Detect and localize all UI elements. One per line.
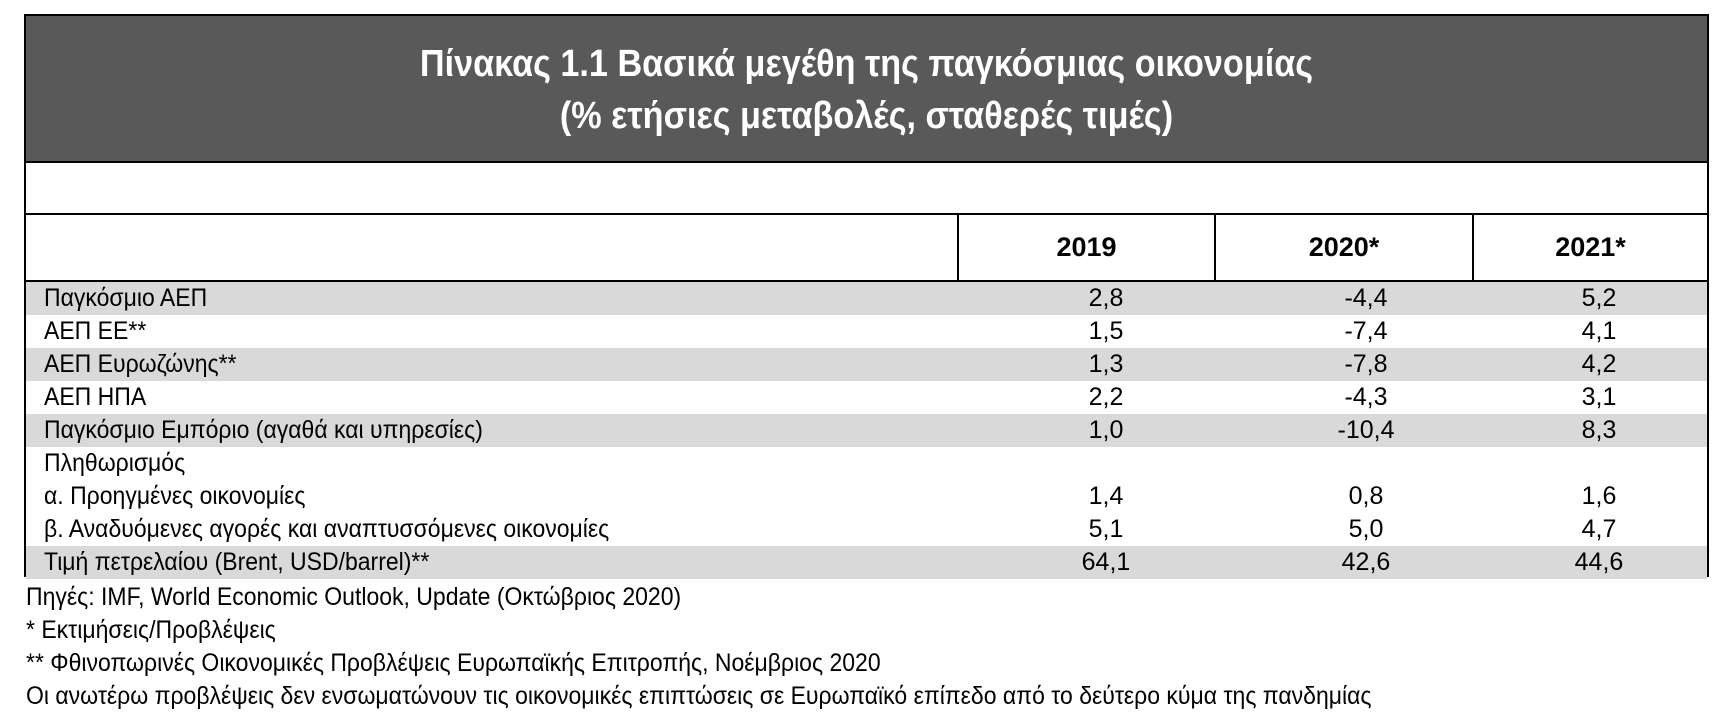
cell-2021: 4,1	[1581, 317, 1617, 345]
cell-2021: 4,7	[1581, 515, 1617, 543]
cell-2021: 8,3	[1581, 416, 1617, 444]
cell-2019: 1,3	[1088, 350, 1124, 378]
row-label: Πληθωρισμός	[44, 449, 186, 477]
row-label: β. Αναδυόμενες αγορές και αναπτυσσόμενες οικονομίες	[44, 515, 610, 543]
cell-2020: 42,6	[1341, 548, 1391, 576]
table-row	[26, 282, 1707, 315]
cell-2020: -7,8	[1344, 350, 1388, 378]
table-row	[26, 348, 1707, 381]
column-header-2020: 2020*	[1214, 215, 1472, 280]
table-row	[26, 414, 1707, 447]
table-row	[26, 315, 1707, 348]
row-label: Παγκόσμιο ΑΕΠ	[44, 284, 208, 312]
table-title-line1: Πίνακας 1.1 Βασικά μεγέθη της παγκόσμιας οικονομίας	[419, 43, 1314, 85]
note-estimates: * Εκτιμήσεις/Προβλέψεις	[26, 616, 276, 644]
note-disclaimer: Οι ανωτέρω προβλέψεις δεν ενσωματώνουν τις οικονομικές επιπτώσεις σε Ευρωπαϊκό επίπεδο από το δεύτερο κύμα της πανδημίας	[26, 682, 1372, 710]
table-row	[26, 447, 1707, 480]
cell-2020: -4,4	[1344, 284, 1388, 312]
cell-2019: 5,1	[1088, 515, 1124, 543]
cell-2019: 1,4	[1088, 482, 1124, 510]
cell-2021: 1,6	[1581, 482, 1617, 510]
cell-2020: -10,4	[1337, 416, 1395, 444]
note-commission: ** Φθινοπωρινές Οικονομικές Προβλέψεις Ευρωπαϊκής Επιτροπής, Νοέμβριος 2020	[26, 649, 881, 677]
row-label: ΑΕΠ ΗΠΑ	[44, 383, 147, 411]
cell-2020: 0,8	[1348, 482, 1384, 510]
cell-2021: 4,2	[1581, 350, 1617, 378]
cell-2021: 5,2	[1581, 284, 1617, 312]
table-row	[26, 513, 1707, 546]
column-header-2019: 2019	[957, 215, 1214, 280]
spacer-row	[26, 163, 1707, 215]
row-label: Τιμή πετρελαίου (Brent, USD/barrel)**	[44, 548, 430, 576]
row-label: Παγκόσμιο Εμπόριο (αγαθά και υπηρεσίες)	[44, 416, 483, 444]
table-title	[26, 16, 1707, 163]
table-row	[26, 381, 1707, 414]
table-frame	[24, 14, 1709, 577]
cell-2020: 5,0	[1348, 515, 1384, 543]
cell-2019: 64,1	[1081, 548, 1131, 576]
row-label: ΑΕΠ Ευρωζώνης**	[44, 350, 237, 378]
table-body	[26, 282, 1707, 579]
cell-2021: 3,1	[1581, 383, 1617, 411]
cell-2020: -7,4	[1344, 317, 1388, 345]
table-notes	[26, 581, 1488, 713]
note-sources: Πηγές: IMF, World Economic Outlook, Update (Οκτώβριος 2020)	[26, 583, 682, 611]
table-row	[26, 480, 1707, 513]
cell-2020: -4,3	[1344, 383, 1388, 411]
cell-2019: 2,8	[1088, 284, 1124, 312]
row-label: ΑΕΠ ΕΕ**	[44, 317, 147, 345]
table-title-line2: (% ετήσιες μεταβολές, σταθερές τιμές)	[559, 95, 1174, 137]
cell-2019: 1,0	[1088, 416, 1124, 444]
cell-2021: 44,6	[1574, 548, 1624, 576]
header-row	[26, 215, 1707, 282]
cell-2019: 1,5	[1088, 317, 1124, 345]
column-header-2021: 2021*	[1472, 215, 1707, 280]
cell-2019: 2,2	[1088, 383, 1124, 411]
row-label: α. Προηγμένες οικονομίες	[44, 482, 306, 510]
table-row	[26, 546, 1707, 579]
